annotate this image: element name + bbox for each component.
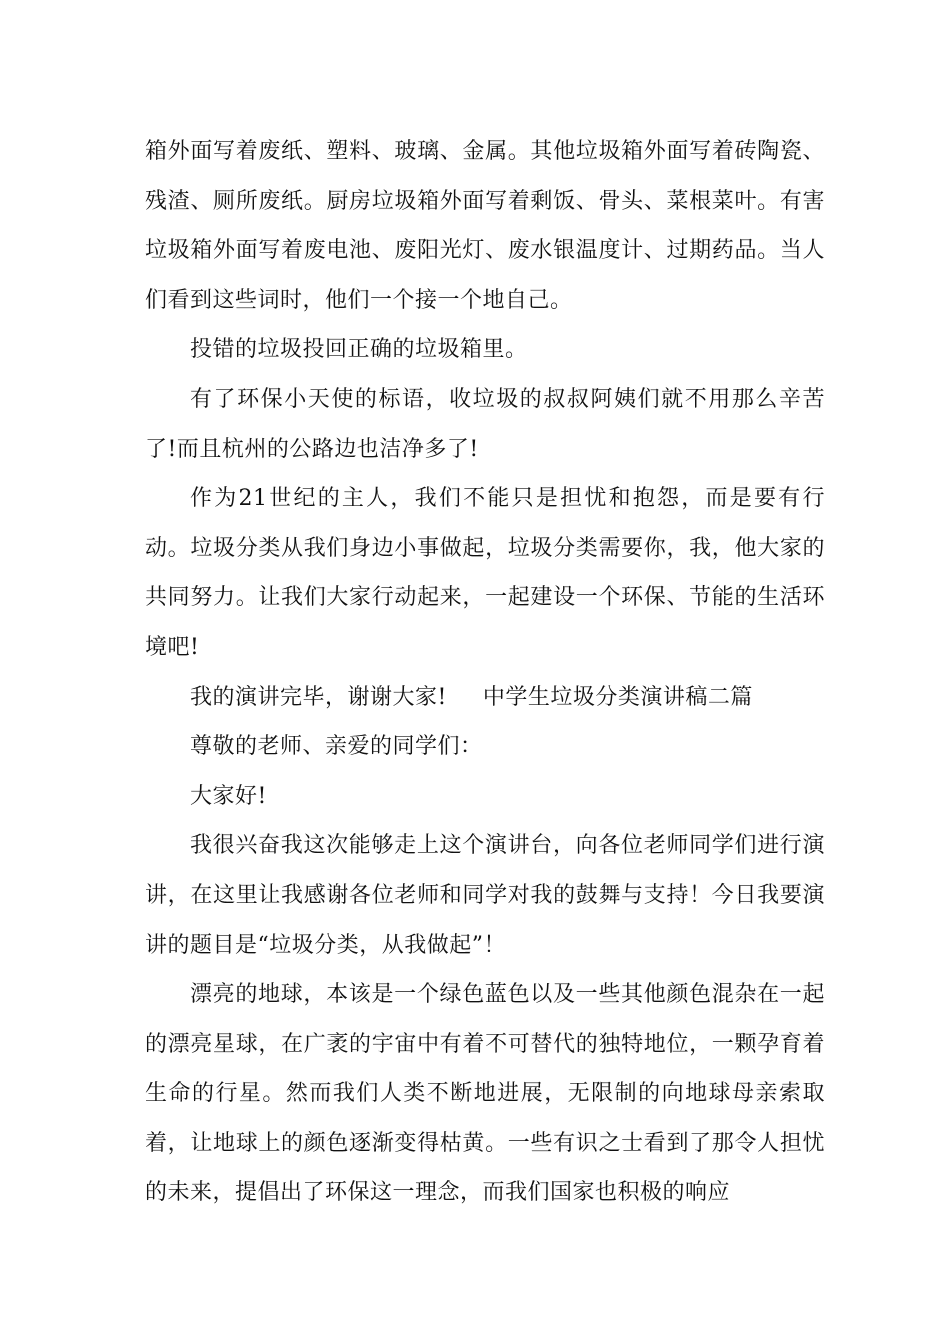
section-title: 中学生垃圾分类演讲稿二篇 — [482, 684, 753, 710]
paragraph: 漂亮的地球，本该是一个绿色蓝色以及一些其他颜色混杂在一起的漂亮星球，在广袤的宇宙中有着不可替代的独特地位，一颗孕育着生命的行星。然而我们人类不断地进展，无限制的向地球母亲索取着，让地球上的颜色逐渐变得枯黄。一些有识之士看到了那令人担忧的未来，提倡出了环保这一理念，而我们国家也积极的响应 — [145, 982, 825, 1206]
paragraph: 有了环保小天使的标语，收垃圾的叔叔阿姨们就不用那么辛苦了!而且杭州的公路边也洁净多了! — [145, 386, 825, 462]
paragraph: 我很兴奋我这次能够走上这个演讲台，向各位老师同学们进行演讲，在这里让我感谢各位老师和同学对我的鼓舞与支持！今日我要演讲的题目是“垃圾分类，从我做起”！ — [145, 833, 825, 958]
salutation: 尊敬的老师、亲爱的同学们： — [190, 734, 483, 760]
paragraph: 箱外面写着废纸、塑料、玻璃、金属。其他垃圾箱外面写着砖陶瓷、残渣、厕所废纸。厨房垃圾箱外面写着剩饭、骨头、菜根菜叶。有害垃圾箱外面写着废电池、废阳光灯、废水银温度计、过期药品。当人们看到这些词时，他们一个接一个地自己。 — [145, 139, 825, 313]
paragraph: 投错的垃圾投回正确的垃圾箱里。 — [190, 337, 528, 363]
closing-text: 我的演讲完毕，谢谢大家! — [190, 684, 447, 710]
paragraph: 作为21世纪的主人，我们不能只是担忧和抱怨，而是要有行动。垃圾分类从我们身边小事做起，垃圾分类需要你，我，他大家的共同努力。让我们大家行动起来，一起建设一个环保、节能的生活环境吧! — [145, 486, 825, 660]
closing-line — [145, 673, 825, 723]
document-body — [145, 127, 825, 1218]
greeting: 大家好! — [190, 783, 267, 809]
